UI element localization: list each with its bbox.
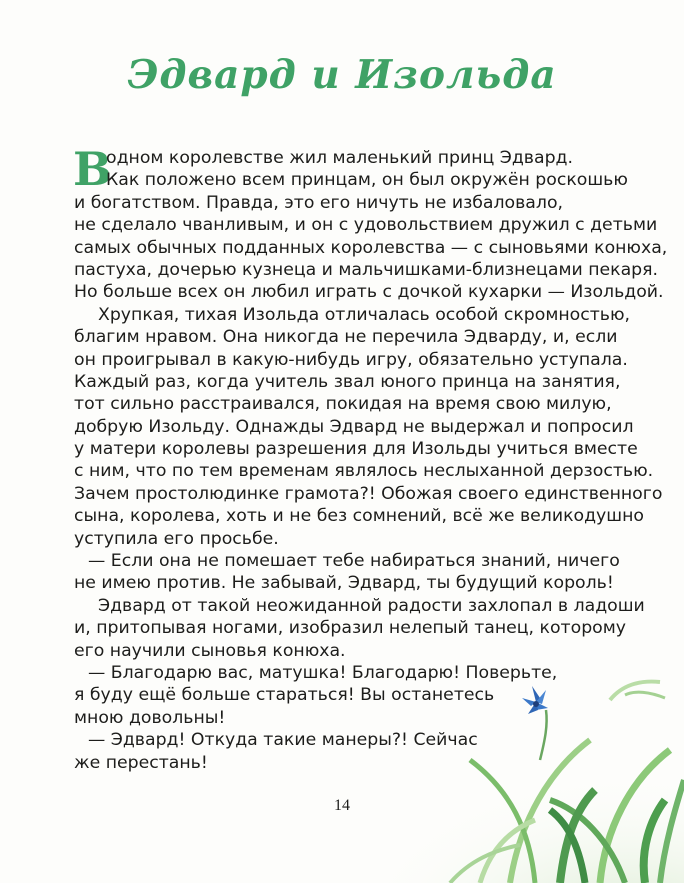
text-line: же перестань! [74, 752, 208, 773]
text-line: самых обычных подданных королевства — с сыновьями конюха, [74, 237, 668, 258]
text-line: благим нравом. Она никогда не перечила Эдварду, и, если [74, 327, 618, 348]
text-line: его научили сыновья конюха. [74, 640, 346, 661]
text-line: он проигрывал в какую-нибудь игру, обязательно уступала. [74, 349, 628, 370]
text-line: — Если она не помешает тебе набираться знаний, ничего [88, 551, 620, 572]
text-line: у матери королевы разрешения для Изольды учиться вместе [74, 439, 638, 460]
text-line: добрую Изольду. Однажды Эдвард не выдержал и попросил [74, 416, 634, 437]
text-line: одном королевстве жил маленький принц Эдвард. [106, 148, 573, 168]
text-line: мною довольны! [74, 707, 226, 728]
drop-cap: В [73, 142, 112, 196]
text-line: с ним, что по тем временам являлось неслыханной дерзостью. [74, 461, 654, 482]
text-line: не имею против. Не забывай, Эдвард, ты будущий король! [74, 573, 614, 594]
text-line: Эдвард от такой неожиданной радости захлопал в ладоши [98, 595, 645, 616]
text-line: — Благодарю вас, матушка! Благодарю! Поверьте, [88, 662, 558, 683]
text-line: не сделало чванливым, и он с удовольствием дружил с детьми [74, 215, 658, 236]
text-line: сына, королева, хоть и не без сомнений, всё же великодушно [74, 506, 644, 527]
text-line: и богатством. Правда, это его ничуть не избаловало, [74, 192, 564, 213]
text-line: — Эдвард! Откуда такие манеры?! Сейчас [88, 730, 478, 751]
text-line: Но больше всех он любил играть с дочкой кухарки — Изольдой. [74, 282, 664, 303]
text-line: уступила его просьбе. [74, 528, 279, 549]
text-line: я буду ещё больше стараться! Вы останетесь [74, 685, 495, 706]
text-line: Хрупкая, тихая Изольда отличалась особой скромностью, [98, 304, 631, 325]
text-line: пастуха, дочерью кузнеца и мальчишками-близнецами пекаря. [74, 259, 659, 280]
text-line: Зачем простолюдинке грамота?! Обожая своего единственного [74, 483, 663, 504]
blue-flower-icon [522, 686, 548, 714]
page-title: Эдвард и Изольда [127, 52, 557, 98]
text-line: Как положено всем принцам, он был окружён роскошью [106, 170, 628, 191]
page-number: 14 [334, 797, 350, 814]
text-line: Каждый раз, когда учитель звал юного принца на занятия, [74, 371, 621, 392]
grass-illustration [360, 640, 684, 883]
text-line: тот сильно расстраивался, покидая на время свою милую, [74, 394, 612, 415]
text-line: и, притопывая ногами, изобразил нелепый танец, которому [74, 618, 626, 639]
